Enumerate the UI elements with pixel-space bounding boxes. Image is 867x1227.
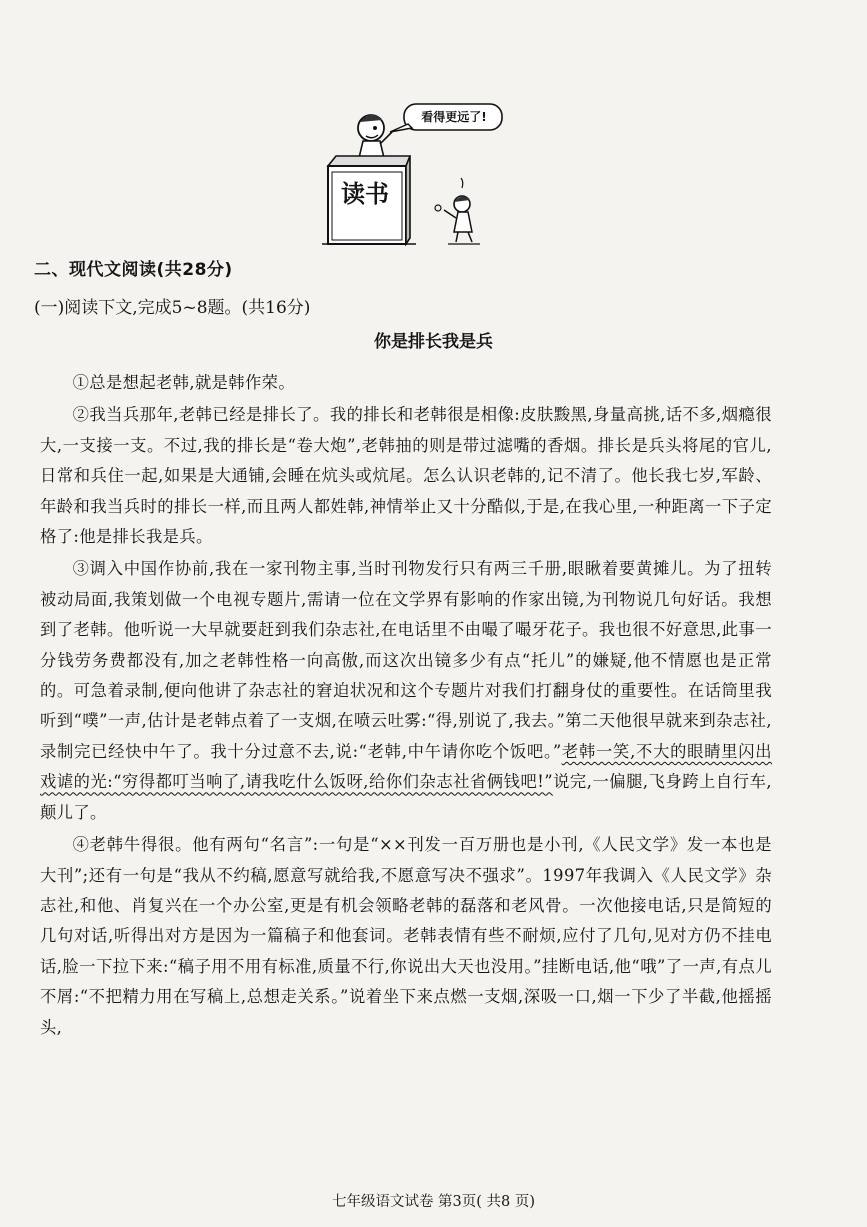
underlined-sentence: 老韩一笑,不大的眼睛里闪出戏谑的光:“穷得都叮当响了,请我吃什么饭呀,给你们杂志社省俩钱吧!” [40, 741, 772, 792]
paragraph-3 [40, 554, 772, 828]
page-footer: 七年级语文试卷 第3页( 共8 页) [331, 1194, 536, 1210]
article-title: 你是排长我是兵 [374, 332, 493, 352]
speech-bubble-text: 看得更远了! [421, 110, 487, 124]
paragraph-3-text-b: 说完,一偏腿,飞身跨上自行车,颠儿了。 [40, 772, 772, 822]
book-cover-label: 读书 [341, 180, 389, 208]
subsection-heading: (一)阅读下文,完成5~8题。(共16分) [34, 298, 311, 318]
article-body [40, 368, 772, 1043]
paragraph-3-text-a: ③调入中国作协前,我在一家刊物主事,当时刊物发行只有两三千册,眼瞅着要黄摊儿。为了扭转被动局面,我策划做一个电视专题片,需请一位在文学界有影响的作家出镜,为刊物说几句好话。我想到了老韩。他听说一大早就要赶到我们杂志社,在电话里不由嘬了嘬牙花子。我也很不好意思,此事一分钱劳务费都没有,加之老韩性格一向高傲,而这次出镜多少有点“托儿”的嫌疑,他不情愿也是正常的。可急着录制,便向他讲了杂志社的窘迫状况和这个专题片对我们打翻身仗的重要性。在话筒里我听到“噗”一声,估计是老韩点着了一支烟,在喷云吐雾:“得,别说了,我去。”第二天他很早就来到杂志社,录制完已经快中午了。我十分过意不去,说:“老韩,中午请你吃个饭吧。” [40, 559, 772, 761]
paragraph-1: ①总是想起老韩,就是韩作荣。 [72, 373, 296, 392]
paragraph-4: ④老韩牛得很。他有两句“名言”:一句是“××刊发一百万册也是小刊,《人民文学》发一本也是大刊”;还有一句是“我从不约稿,愿意写就给我,不愿意写决不强求”。1997年我调入《人民文学》杂志社,和他、肖复兴在一个办公室,更是有机会领略老韩的磊落和老风骨。一次他接电话,只是简短的几句对话,听得出对方是因为一篇稿子和他套词。老韩表情有些不耐烦,应付了几句,见对方仍不挂电话,脸一下拉下来:“稿子用不用有标准,质量不行,你说出大天也没用。”挂断电话,他“哦”了一声,有点儿不屑:“不把精力用在写稿上,总想走关系。”说着坐下来点燃一支烟,深吸一口,烟一下少了半截,他摇摇头, [40, 835, 772, 1037]
section-heading: 二、现代文阅读(共28分) [34, 260, 233, 280]
paragraph-2: ②我当兵那年,老韩已经是排长了。我的排长和老韩很是相像:皮肤黢黑,身量高挑,话不多,烟瘾很大,一支接一支。不过,我的排长是“卷大炮”,老韩抽的则是带过滤嘴的香烟。排长是兵头将尾的官儿,日常和兵住一起,如果是大通铺,会睡在炕头或炕尾。怎么认识老韩的,记不清了。他长我七岁,军龄、年龄和我当兵时的排长一样,而且两人都姓韩,神情举止又十分酷似,于是,在我心里,一种距离一下子定格了:他是排长我是兵。 [40, 405, 772, 547]
